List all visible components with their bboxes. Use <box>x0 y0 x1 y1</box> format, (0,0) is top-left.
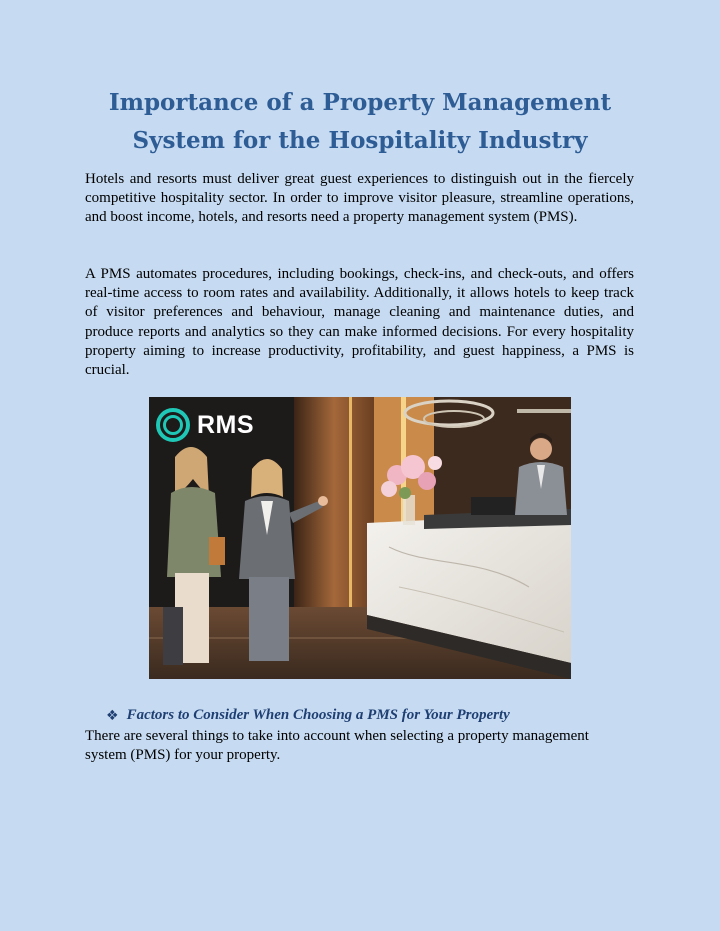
diamond-bullet-icon: ❖ <box>106 707 119 724</box>
rms-logo-text: RMS <box>197 410 255 439</box>
page-title: Importance of a Property Management System for the Hospitality Industry <box>108 89 612 154</box>
rms-ring-logo-icon <box>155 407 191 443</box>
pms-paragraph: A PMS automates procedures, including bookings, check-ins, and check-outs, and offers real-time access to room rates and availability. Additionally, it allows hotels to keep track of visitor preferences and behaviour, manage cleaning and maintenance duties, and produce reports and analytics so they can make informed decisions. For every hospitality property aiming to increase productivity, profitability, and guest happiness, a PMS is crucial. <box>85 266 634 379</box>
hotel-reception-photo <box>149 397 571 679</box>
section-heading-row <box>106 707 510 724</box>
rms-logo <box>155 407 254 443</box>
section-heading: Factors to Consider When Choosing a PMS for Your Property <box>126 707 510 723</box>
section-paragraph: There are several things to take into account when selecting a property management system (PMS) for your property. <box>85 728 589 764</box>
intro-paragraph: Hotels and resorts must deliver great guest experiences to distinguish out in the fiercely competitive hospitality sector. In order to improve visitor pleasure, streamline operations, and boost income, hotels, and resorts need a property management system (PMS). <box>85 171 634 226</box>
